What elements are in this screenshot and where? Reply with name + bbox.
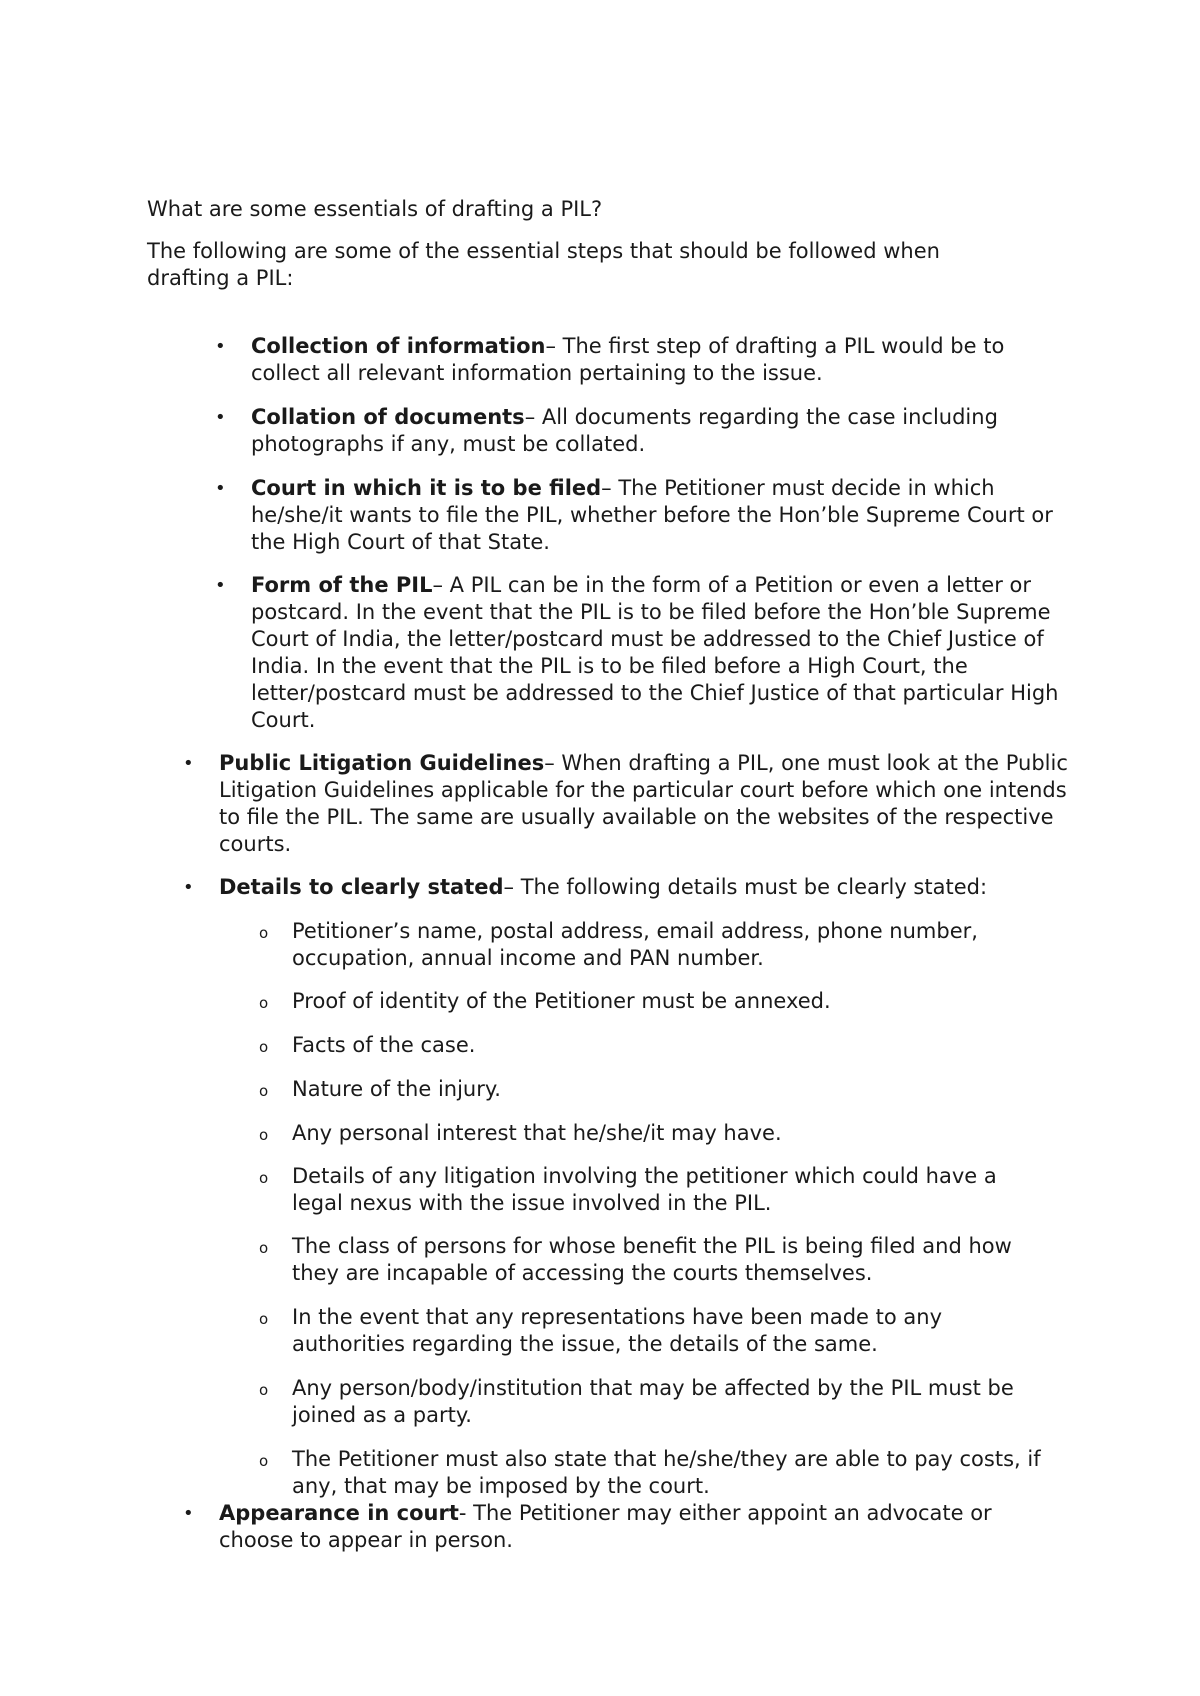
detail-item [259,1446,1052,1500]
sub-bullet-icon: o [259,1082,269,1100]
step-text: – A PIL can be in the form of a Petition or even a letter or postcard. In the event that the PIL is to be filed before the Hon’ble Supreme Court of India, the letter/postcard must be addressed to the Chief Justice of India. In the event that the PIL is to be filed before a High Court, the letter/postcard must be addressed to the Chief Justice of that particular High Court. [251,573,1059,732]
step-details-to-be-stated [183,874,1071,901]
sub-bullet-icon: o [259,994,269,1012]
detail-text: Any personal interest that he/she/it may have. [292,1121,782,1145]
detail-text: The Petitioner must also state that he/she/they are able to pay costs, if any, that may be imposed by the court. [292,1447,1041,1498]
bullet-icon: • [183,753,194,774]
step-form-of-pil [215,572,1071,734]
step-term: Collation of documents [251,405,525,429]
detail-text: Facts of the case. [292,1033,476,1057]
sub-bullet-icon: o [259,1239,269,1257]
detail-text: The class of persons for whose benefit the PIL is being filed and how they are incapable of accessing the courts themselves. [292,1234,1012,1285]
detail-text: Nature of the injury. [292,1077,501,1101]
detail-item [259,988,1052,1015]
step-collation-of-documents [215,404,1071,458]
step-text: – All documents regarding the case including photographs if any, must be collated. [251,405,998,456]
sub-bullet-icon: o [259,1038,269,1056]
detail-text: Any person/body/institution that may be affected by the PIL must be joined as a party. [292,1376,1014,1427]
detail-item [259,1120,1052,1147]
sub-bullet-icon: o [259,1310,269,1328]
step-term: Details to clearly stated [219,875,504,899]
step-appearance-in-court [183,1500,1071,1554]
step-text: – The first step of drafting a PIL would be to collect all relevant information pertaining to the issue. [251,334,1005,385]
step-term: Collection of information [251,334,546,358]
detail-item [259,1375,1052,1429]
bullet-icon: • [183,877,194,898]
bullet-icon: • [183,1503,194,1524]
step-text: – The following details must be clearly stated: [503,875,988,899]
detail-item [259,1233,1052,1287]
detail-item [259,1076,1052,1103]
bullet-icon: • [215,336,226,357]
step-text: - The Petitioner may either appoint an advocate or choose to appear in person. [219,1501,992,1552]
step-term: Form of the PIL [251,573,433,597]
bullet-icon: • [215,575,226,596]
detail-text: Details of any litigation involving the petitioner which could have a legal nexus with the issue involved in the PIL. [292,1164,997,1215]
detail-text: In the event that any representations have been made to any authorities regarding the issue, the details of the same. [292,1305,943,1356]
step-term: Court in which it is to be filed [251,476,602,500]
step-term: Public Litigation Guidelines [219,751,545,775]
detail-item [259,918,1052,972]
step-text: – When drafting a PIL, one must look at the Public Litigation Guidelines applicable for the particular court before which one intends to file the PIL. The same are usually available on the websites of the respective courts. [219,751,1068,856]
detail-text: Proof of identity of the Petitioner must be annexed. [292,989,831,1013]
step-text: – The Petitioner must decide in which he/she/it wants to file the PIL, whether before the Hon’ble Supreme Court or the High Court of that State. [251,476,1053,554]
question-heading: What are some essentials of drafting a PIL? [147,197,603,221]
intro-paragraph: The following are some of the essential steps that should be followed when drafting a PIL: [147,239,940,290]
step-public-litigation-guidelines [183,750,1071,858]
bullet-icon: • [215,407,226,428]
sub-bullet-icon: o [259,1452,269,1470]
step-term: Appearance in court [219,1501,459,1525]
sub-bullet-icon: o [259,924,269,942]
detail-item [259,1304,1052,1358]
sub-bullet-icon: o [259,1169,269,1187]
step-court-to-be-filed [215,475,1071,556]
detail-item [259,1032,1052,1059]
step-collection-of-information [215,333,1071,387]
sub-bullet-icon: o [259,1381,269,1399]
sub-bullet-icon: o [259,1126,269,1144]
bullet-icon: • [215,478,226,499]
detail-item [259,1163,1052,1217]
detail-text: Petitioner’s name, postal address, email address, phone number, occupation, annual income and PAN number. [292,919,978,970]
